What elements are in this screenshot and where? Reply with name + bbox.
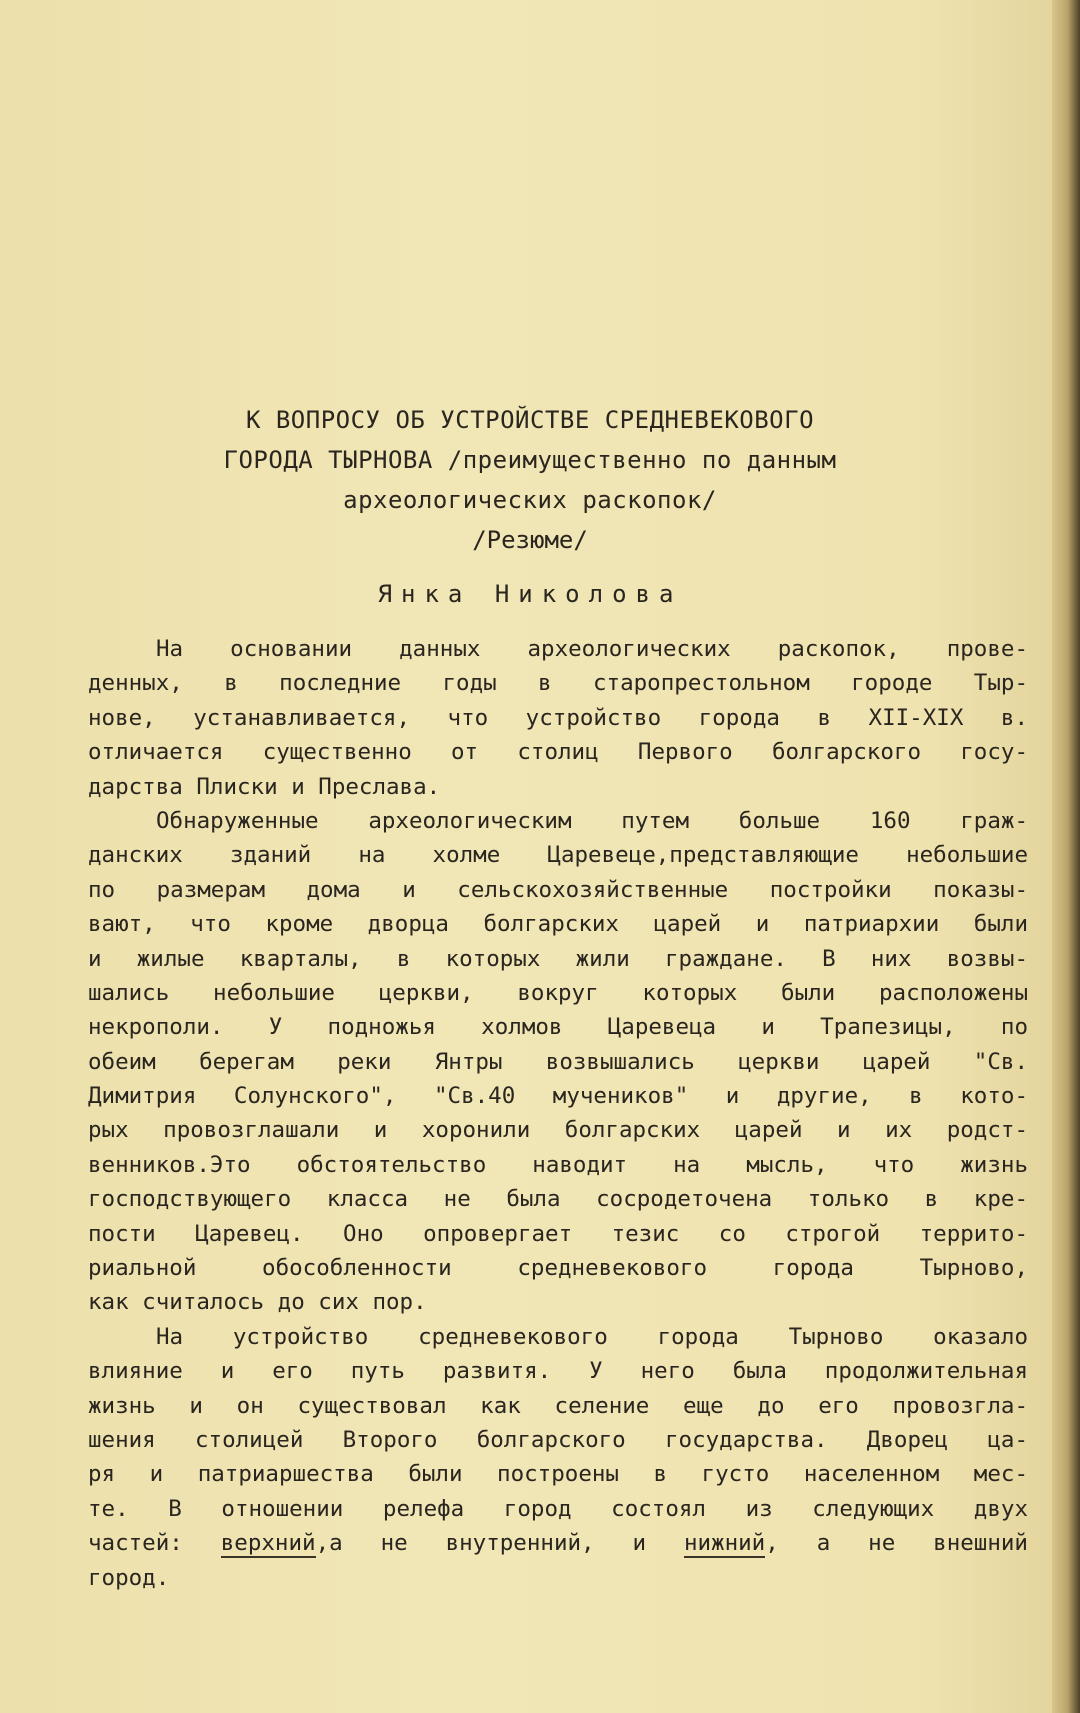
text-line: те. В отношении релефа город состоял из следующих двух [88, 1495, 1028, 1522]
text-line: жизнь и он существовал как селение еще до его провозгла- [88, 1392, 1028, 1419]
text-line: некрополи. У подножья холмов Царевеца и Трапезицы, по [88, 1014, 1028, 1041]
text-line: как считалось до сих пор. [88, 1289, 427, 1316]
text-line-with-underlines [88, 1526, 1028, 1560]
text-line: влияние и его путь развитя. У него была продолжительная [88, 1358, 1028, 1385]
text-line: рых провозглашали и хоронили болгарских царей и их родст- [88, 1117, 1028, 1144]
underlined-word: верхний [220, 1530, 316, 1557]
article-title [150, 400, 910, 520]
text-line: пости Царевец. Оно опровергает тезис со строгой террито- [88, 1220, 1028, 1247]
author: Янка Николова [377, 580, 683, 608]
text-line: ря и патриаршества были построены в густо населенном мес- [88, 1461, 1028, 1488]
text-line: шались небольшие церкви, вокруг которых были расположены [88, 979, 1028, 1006]
text-line: дарства Плиски и Преслава. [88, 773, 441, 800]
text-line: и жилые кварталы, в которых жили граждане. В них возвы- [88, 945, 1028, 972]
text-fragment: , а не внешний [765, 1530, 1028, 1557]
text-line: данских зданий на холме Царевеце,представляющие небольшие [88, 842, 1028, 869]
text-line: риальной обособленности средневекового города Тырново, [88, 1255, 1028, 1282]
text-line: Обнаруженные археологическим путем больше 160 граж- [156, 807, 1028, 834]
body-text [88, 632, 1028, 1595]
text-line: господствующего класса не была сосродеточена только в кре- [88, 1186, 1028, 1213]
text-fragment: ,а не внутренний, и [315, 1530, 684, 1557]
title-line-3: археологических раскопок/ [343, 486, 717, 514]
title-line-1: К ВОПРОСУ ОБ УСТРОЙСТВЕ СРЕДНЕВЕКОВОГО [245, 406, 815, 434]
text-line: На устройство средневекового города Тырново оказало [156, 1323, 1028, 1350]
text-line: вают, что кроме дворца болгарских царей и патриархии были [88, 911, 1028, 938]
subtitle: /Резюме/ [472, 526, 588, 554]
text-line: На основании данных археологических раскопок, прове- [156, 636, 1028, 662]
page-edge-shadow [1052, 0, 1080, 1713]
text-line: отличается существенно от столиц Первого болгарского госу- [88, 739, 1028, 766]
text-line: город. [88, 1564, 170, 1591]
text-line: шения столицей Второго болгарского государства. Дворец ца- [88, 1426, 1028, 1453]
text-line: Димитрия Солунского", "Св.40 мучеников" и другие, в кото- [88, 1083, 1028, 1110]
underlined-word: нижний [683, 1530, 766, 1557]
text-line: нове, устанавливается, что устройство города в XII-XIX в. [88, 704, 1028, 731]
text-fragment: частей: [88, 1530, 221, 1557]
text-line: венников.Это обстоятельство наводит на мысль, что жизнь [88, 1151, 1028, 1178]
text-line: по размерам дома и сельскохозяйственные постройки показы- [88, 876, 1028, 903]
title-line-2: ГОРОДА ТЫРНОВА /преимущественно по данным [223, 446, 837, 474]
text-line: обеим берегам реки Янтры возвышались церкви царей "Св. [88, 1048, 1028, 1075]
text-line: денных, в последние годы в старопрестольном городе Тыр- [88, 670, 1028, 697]
